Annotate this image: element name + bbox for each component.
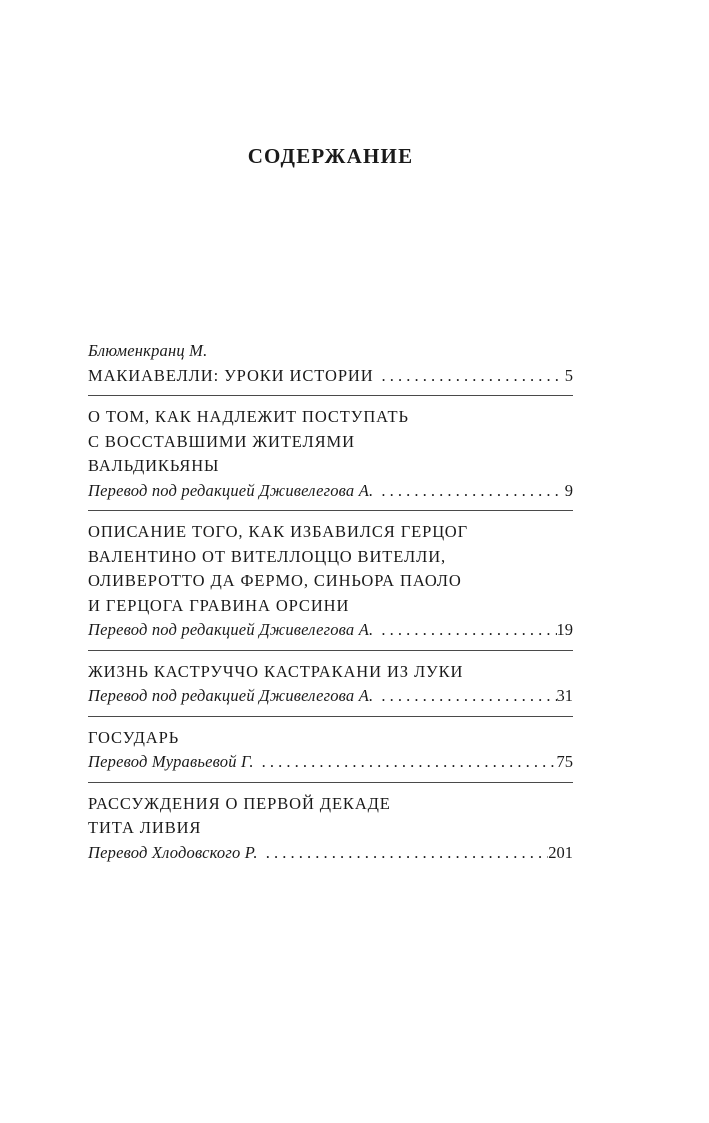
table-of-contents (88, 339, 573, 872)
toc-entry-title-line: С ВОССТАВШИМИ ЖИТЕЛЯМИ (88, 431, 355, 451)
toc-entry-leader[interactable] (88, 618, 573, 643)
toc-page-number: 19 (556, 620, 573, 639)
toc-entry-leader[interactable] (88, 841, 573, 866)
dot-leader (373, 618, 556, 643)
toc-entry-title-line: ВАЛЬДИКЬЯНЫ (88, 456, 220, 475)
toc-entry-leader[interactable] (88, 479, 573, 504)
toc-entry-title-line: ТИТА ЛИВИЯ (88, 818, 202, 837)
dot-leader (373, 479, 563, 504)
toc-entry-title-line: И ГЕРЦОГА ГРАВИНА ОРСИНИ (88, 595, 350, 615)
toc-entry-leader[interactable] (88, 684, 573, 709)
toc-entry-title-line: ЖИЗНЬ КАСТРУЧЧО КАСТРАКАНИ ИЗ ЛУКИ (88, 661, 464, 681)
toc-entry-title-line: О ТОМ, КАК НАДЛЕЖИТ ПОСТУПАТЬ (88, 407, 409, 426)
toc-entry (88, 782, 573, 873)
toc-entry-translator: Перевод под редакцией Дживелегова А. (88, 480, 374, 500)
toc-entry-title-line: РАССУЖДЕНИЯ О ПЕРВОЙ ДЕКАДЕ (88, 793, 391, 813)
toc-entry-translator: Перевод под редакцией Дживелегова А. (88, 620, 374, 639)
toc-entry (88, 395, 573, 510)
toc-entry-leader[interactable] (88, 364, 573, 389)
toc-page-number: 31 (556, 686, 573, 705)
toc-entry (88, 716, 573, 782)
toc-entry-author: Блюменкранц М. (88, 341, 208, 360)
toc-page-number: 9 (564, 480, 573, 500)
dot-leader (258, 841, 549, 866)
toc-entry (88, 339, 573, 395)
toc-entry-translator: Перевод Хлодовского Р. (88, 842, 258, 862)
toc-entry-leader[interactable] (88, 750, 573, 775)
toc-entry-title: МАКИАВЕЛЛИ: УРОКИ ИСТОРИИ (88, 365, 374, 385)
toc-page-number: 201 (548, 842, 573, 862)
toc-page-number: 75 (556, 752, 573, 771)
toc-entry-title-line: ГОСУДАРЬ (88, 727, 180, 747)
toc-page-number: 5 (564, 365, 573, 385)
toc-entry-title-line: ОЛИВЕРОТТО ДА ФЕРМО, СИНЬОРА ПАОЛО (88, 571, 462, 590)
toc-entry (88, 650, 573, 716)
toc-entry-translator: Перевод Муравьевой Г. (88, 752, 254, 771)
toc-entry (88, 510, 573, 650)
dot-leader (373, 684, 556, 709)
dot-leader (374, 364, 563, 389)
page-title: СОДЕРЖАНИЕ (247, 144, 414, 168)
toc-entry-title-line: ВАЛЕНТИНО ОТ ВИТЕЛЛОЦЦО ВИТЕЛЛИ, (88, 546, 447, 566)
toc-entry-translator: Перевод под редакцией Дживелегова А. (88, 686, 374, 705)
dot-leader (254, 750, 557, 775)
toc-entry-title-line: ОПИСАНИЕ ТОГО, КАК ИЗБАВИЛСЯ ГЕРЦОГ (88, 522, 469, 541)
